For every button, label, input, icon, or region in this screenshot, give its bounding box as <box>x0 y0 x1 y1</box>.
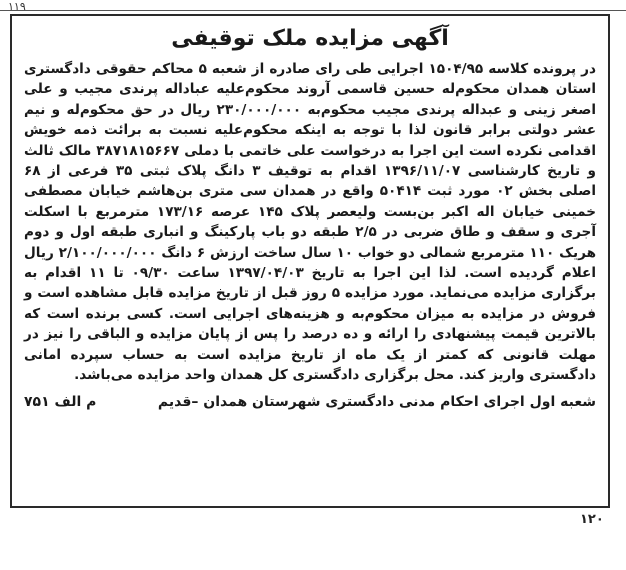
page-number-top: ۱۱۹ <box>8 0 26 13</box>
page-number-bottom: ۱۲۰ <box>580 512 604 527</box>
notice-title: آگهی مزایده ملک توقیفی <box>171 26 449 51</box>
notice-footer <box>24 394 596 410</box>
notice-body: در پرونده کلاسه ۱۵۰۴/۹۵ اجرایی طی رای صادره از شعبه ۵ محاکم حقوقی دادگستری استان همدان محکوم‌له حسین قاسمی آروند محکوم‌علیه عباداله پرندی مجیب و علی اصغر زینی و عبداله پرندی مجیب محکوم‌به ۲۳۰/۰۰۰/۰۰۰ ریال در حق محکوم‌له و نیم عشر دولتی برابر قانون لذا با توجه به اینکه محکوم‌علیه نسبت به برائت ذمه خویش اقدامی نکرده است این اجرا به درخواست علی خاتمی با دملی ۳۸۷۱۸۱۵۶۶۷ مالک ثالث و تاریخ کارشناسی ۱۳۹۶/۱۱/۰۷ اقدام به توقیف ۳ دانگ پلاک ثبتی ۳۵ فرعی از ۶۸ اصلی بخش ۰۲ مورد ثبت ۵۰۴۱۴ واقع در همدان سی متری بن‌هاشم خیابان مصطفی خمینی خیابان اله اکبر بن‌بست ولیعصر پلاک ۱۴۵ عرصه ۱۷۳/۱۶ مترمربع با اسکلت آجری و سقف و طاق ضربی در ۲/۵ طبقه دو باب پارکینگ و انباری طبقه اول و دوم هریک ۱۱۰ مترمربع شمالی دو خواب ۱۰ سال ساخت ارزش ۶ دانگ ۲/۱۰۰/۰۰۰/۰۰۰ ریال اعلام گردیده است. لذا این اجرا به تاریخ ۱۳۹۷/۰۴/۰۳ ساعت ۰۹/۳۰ تا ۱۱ اقدام به برگزاری مزایده می‌نماید. مورد مزایده ۵ روز قبل از تاریخ مزایده قابل مشاهده است و فروش در مزایده به میزان محکوم‌به و هزینه‌های اجرایی است. کسی برنده است که بالاترین قیمت پیشنهادی را ارائه و ده درصد را پس از پایان مزایده و الباقی را نیز در مهلت قانونی که کمتر از یک ماه از تاریخ مزایده است به حساب سپرده امانی دادگستری واریز کند. محل برگزاری دادگستری کل همدان واحد مزایده می‌باشد. <box>24 61 597 384</box>
header-rule <box>0 10 626 11</box>
notice-ref-code: م الف ۷۵۱ <box>24 393 97 410</box>
notice-signature: شعبه اول اجرای احکام مدنی دادگستری شهرستان همدان –قدیم <box>157 393 596 410</box>
auction-notice <box>10 14 610 508</box>
